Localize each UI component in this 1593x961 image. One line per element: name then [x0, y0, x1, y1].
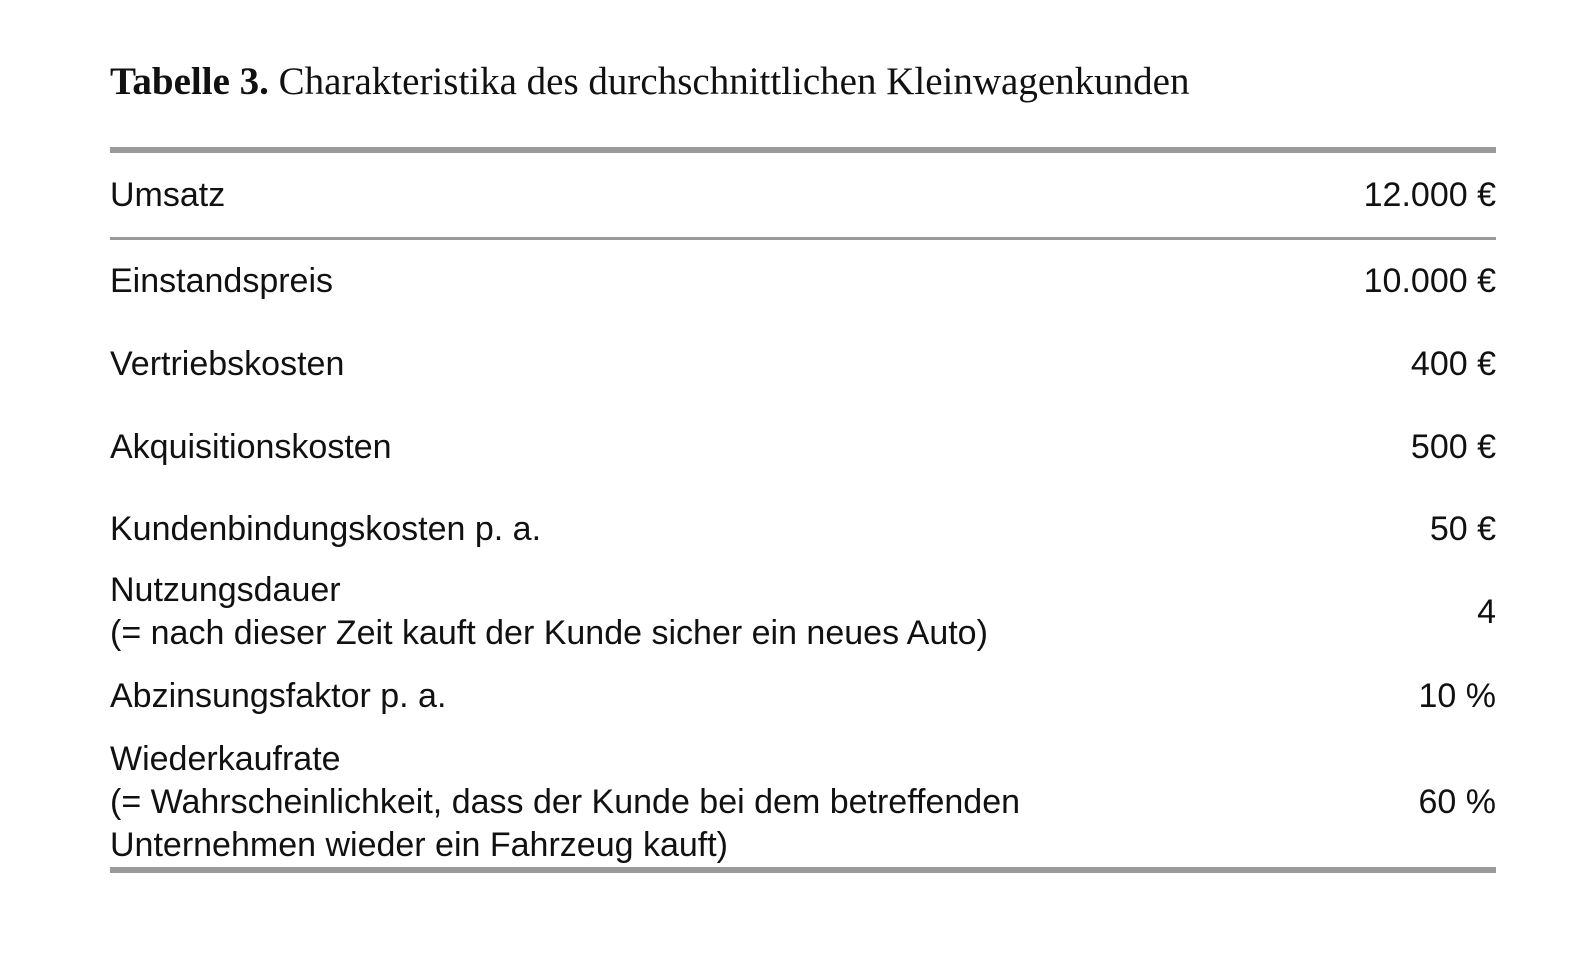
row-value: 500 €: [1410, 427, 1496, 466]
table-title: Charakteristika des durchschnittlichen Kleinwagenkunden: [278, 60, 1190, 103]
table-row: [110, 406, 1496, 488]
row-label: Nutzungsdauer (= nach dieser Zeit kauft der Kunde sicher ein neues Auto): [110, 571, 988, 652]
row-label: Kundenbindungskosten p. a.: [110, 509, 542, 548]
row-value: 60 %: [1418, 783, 1496, 821]
row-value: 4: [1477, 592, 1496, 631]
row-value: 400 €: [1410, 345, 1496, 383]
table-row: [110, 738, 1496, 867]
row-label: Akquisitionskosten: [110, 427, 392, 466]
row-value: 10 %: [1418, 676, 1496, 715]
row-label: Einstandspreis: [110, 262, 334, 300]
table-row-umsatz: [110, 153, 1496, 237]
table-row: [110, 654, 1496, 738]
characteristics-table: [110, 147, 1496, 873]
table-row: [110, 488, 1496, 570]
table-number: Tabelle 3.: [110, 60, 269, 103]
table-row: [110, 570, 1496, 654]
table-row: [110, 323, 1496, 406]
bottom-rule: [110, 867, 1496, 873]
table-row: [110, 240, 1496, 323]
row-value: 12.000 €: [1363, 175, 1496, 214]
table-caption: [110, 60, 1189, 104]
row-value: 10.000 €: [1363, 262, 1496, 300]
row-label: Abzinsungsfaktor p. a.: [110, 676, 447, 715]
row-label: Umsatz: [110, 175, 226, 214]
row-label: Vertriebskosten: [110, 345, 345, 383]
row-label: Wiederkaufrate (= Wahrscheinlichkeit, dass der Kunde bei dem betreffenden Unternehmen wieder ein Fahrzeug kauft): [110, 740, 1021, 864]
row-value: 50 €: [1429, 509, 1496, 548]
